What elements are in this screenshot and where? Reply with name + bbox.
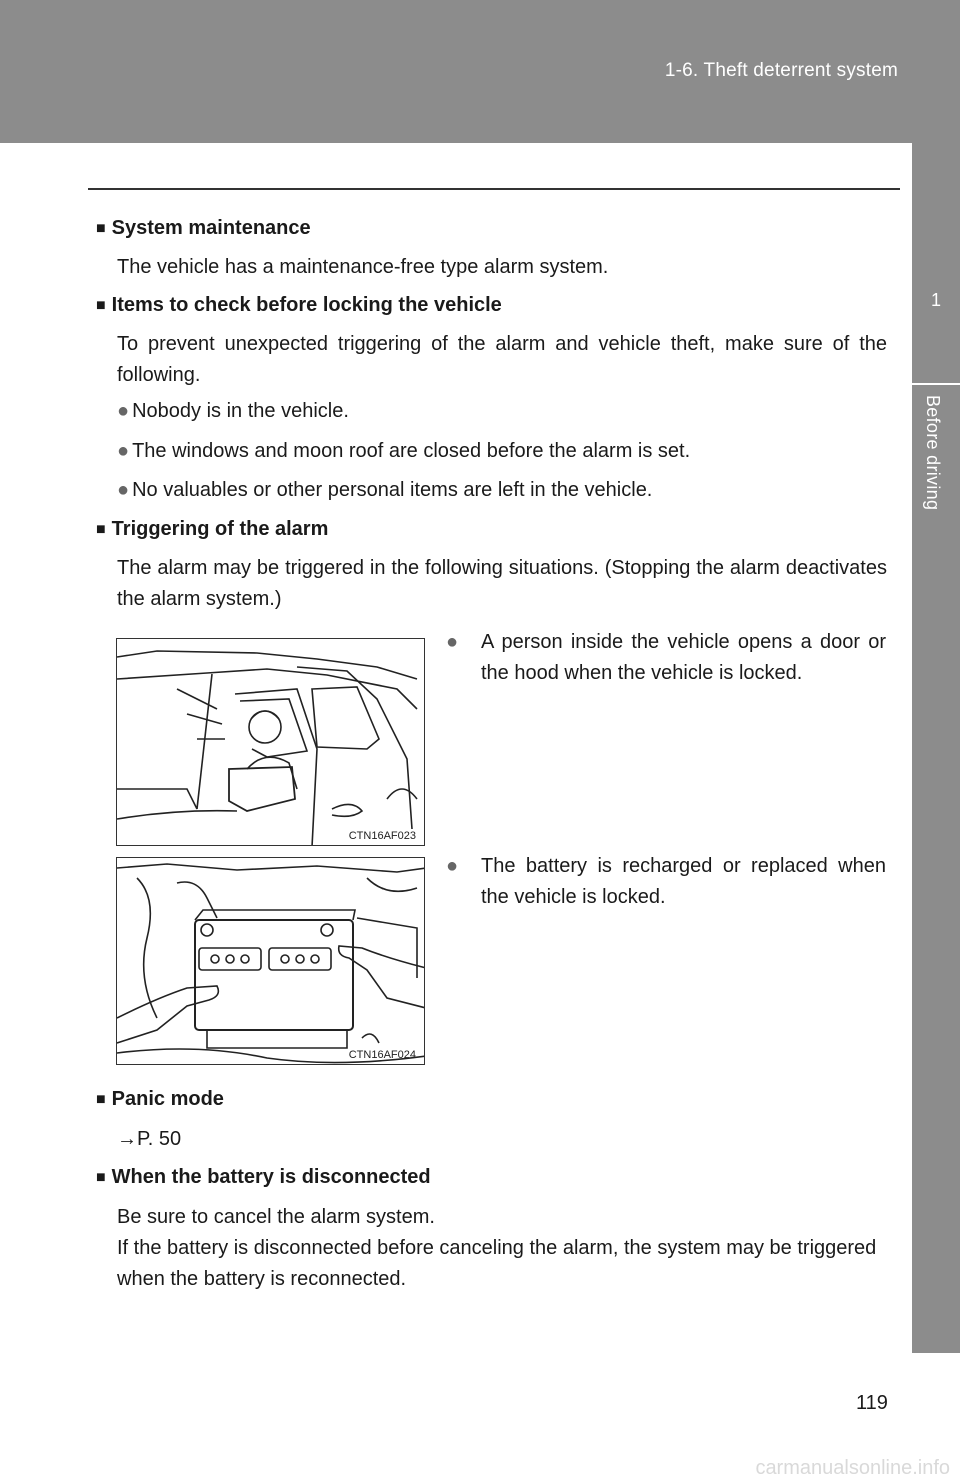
heading-items-to-check (96, 294, 502, 317)
car-door-illustration (117, 639, 425, 846)
figure-caption: ● A person inside the vehicle opens a door or the hood when the vehicle is locked. (446, 627, 886, 689)
chapter-number: 1 (930, 290, 941, 310)
heading-text: When the battery is disconnected (111, 1166, 431, 1188)
figure-battery (116, 857, 425, 1065)
items-check-text: To prevent unexpected triggering of the alarm and vehicle theft, make sure of the following. (117, 333, 887, 386)
bullet-item: ● The windows and moon roof are closed before the alarm is set. (117, 440, 691, 462)
heading-battery-disconnected (96, 1166, 431, 1189)
heading-text: Panic mode (111, 1088, 224, 1110)
figure-code: CTN16AF023 (348, 830, 416, 842)
square-marker-icon: ■ (96, 220, 106, 237)
page-number: 119 (856, 1392, 888, 1414)
bullet-icon: ● (446, 631, 459, 653)
square-marker-icon: ■ (96, 521, 106, 538)
figure-code: CTN16AF024 (348, 1049, 416, 1061)
battery-illustration (117, 858, 425, 1065)
square-marker-icon: ■ (96, 1169, 106, 1186)
heading-text: System maintenance (111, 217, 311, 239)
watermark: carmanualsonline.info (755, 1457, 950, 1479)
heading-panic-mode (96, 1088, 224, 1111)
square-marker-icon: ■ (96, 1091, 106, 1108)
battery-text-2: If the battery is disconnected before canceling the alarm, the system may be triggered when the battery is reconnected. (117, 1237, 877, 1290)
heading-text: Triggering of the alarm (111, 518, 329, 540)
heading-triggering (96, 518, 328, 541)
divider (88, 188, 900, 190)
bullet-icon: ● (117, 400, 130, 422)
square-marker-icon: ■ (96, 297, 106, 314)
heading-text: Items to check before locking the vehicle (111, 294, 502, 316)
bullet-icon: ● (117, 440, 130, 462)
figure-caption: ● The battery is recharged or replaced when the vehicle is locked. (446, 851, 886, 913)
side-tab-box (912, 143, 960, 385)
heading-system-maintenance (96, 217, 311, 240)
section-title: 1-6. Theft deterrent system (664, 60, 898, 81)
maintenance-text: The vehicle has a maintenance-free type alarm system. (117, 256, 609, 278)
chapter-label: Before driving (923, 395, 943, 511)
bullet-item: ● No valuables or other personal items are left in the vehicle. (117, 479, 653, 501)
battery-text-1: Be sure to cancel the alarm system. (117, 1206, 435, 1228)
bullet-icon: ● (446, 855, 459, 877)
bullet-icon: ● (117, 479, 130, 501)
panic-reference: →P. 50 (117, 1128, 182, 1150)
figure-person-in-vehicle (116, 638, 425, 846)
bullet-item: ● Nobody is in the vehicle. (117, 400, 349, 422)
triggering-text: The alarm may be triggered in the following situations. (Stopping the alarm deactivates the alarm system.) (117, 557, 887, 610)
